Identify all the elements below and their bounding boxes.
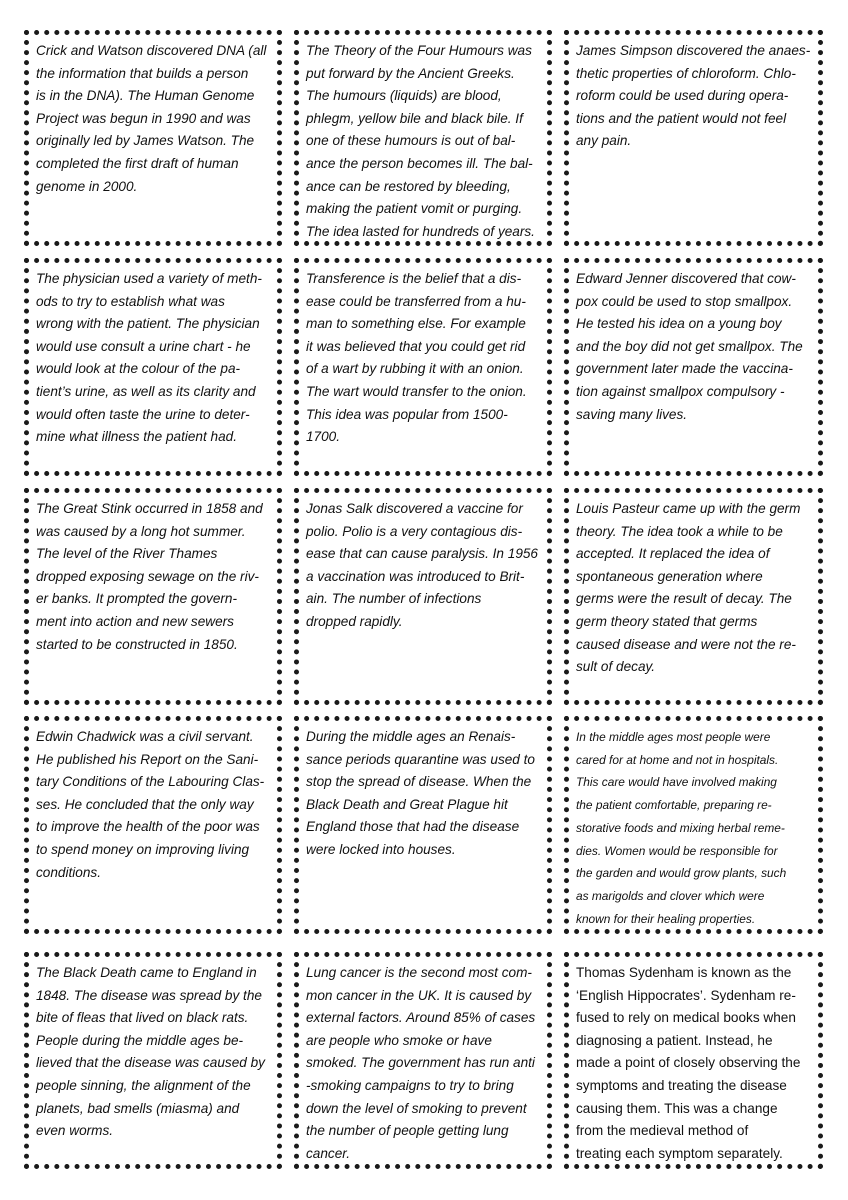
card-text: Thomas Sydenham is known as the ‘English Hippocrates’. Sydenham re- fused to rely on medical books when diagnosing a patient. Instead, he made a point of closely observing the symptoms and treating the disease causing them. This was a change from the medieval method of treating each symptom separately. [576,965,801,1161]
card-text: Edwin Chadwick was a civil servant. He published his Report on the Sani- tary Conditions of the Labouring Clas- ses. He concluded that the only way to improve the health of the poor was to spend money on improving living conditions. [36,729,265,880]
card-text: The physician used a variety of meth- ods to try to establish what was wrong with the patient. The physician would use consult a urine chart - he would look at the colour of the pa- tient’s urine, as well as its clarity and would often taste the urine to deter- mine what illness the patient had. [36,271,262,445]
card-black-death [24,952,282,1169]
card-chadwick [24,716,282,934]
card-sydenham [564,952,823,1169]
card-home-care [564,716,823,934]
card-text: Transference is the belief that a dis- ease could be transferred from a hu- man to something else. For example it was believed that you could get rid of a wart by rubbing it with an onion. The wart would transfer to the onion. This idea was popular from 1500- 1700. [306,271,527,445]
card-pasteur [564,488,823,705]
card-text: The Great Stink occurred in 1858 and was caused by a long hot summer. The level of the River Thames dropped exposing sewage on the riv- er banks. It prompted the govern- ment into action and new sewers started to be constructed in 1850. [36,501,263,652]
card-salk [294,488,552,705]
card-text: The Theory of the Four Humours was put forward by the Ancient Greeks. The humours (liquids) are blood, phlegm, yellow bile and black bile. If one of these humours is out of bal- ance the person becomes ill. The bal- ance can be restored by bleeding, making the patient vomit or purging. The idea lasted for hundreds of years. [306,43,535,239]
card-text: Jonas Salk discovered a vaccine for polio. Polio is a very contagious dis- ease that can cause paralysis. In 1956 a vaccination was introduced to Brit- ain. The number of infections dropped rapidly. [306,501,538,629]
card-great-stink [24,488,282,705]
card-physician-urine [24,258,282,476]
card-lung-cancer [294,952,552,1169]
card-text: Louis Pasteur came up with the germ theory. The idea took a while to be accepted. It replaced the idea of spontaneous generation where germs were the result of decay. The germ theory stated that germs caused disease and were not the re- sult of decay. [576,501,801,675]
card-chloroform [564,30,823,246]
card-dna [24,30,282,246]
card-transference [294,258,552,476]
card-four-humours [294,30,552,246]
card-text: Crick and Watson discovered DNA (all the information that builds a person is in the DNA). The Human Genome Project was begun in 1990 and was originally led by James Watson. The completed the first draft of human genome in 2000. [36,43,267,194]
card-text: During the middle ages an Renais- sance periods quarantine was used to stop the spread of disease. When the Black Death and Great Plague hit England those that had the disease were locked into houses. [306,729,535,857]
card-text: James Simpson discovered the anaes- thetic properties of chloroform. Chlo- roform could be used during opera- tions and the patient would not feel any pain. [576,43,811,149]
card-text: Edward Jenner discovered that cow- pox could be used to stop smallpox. He tested his idea on a young boy and the boy did not get smallpox. The government later made the vaccina- tion against smallpox compulsory - saving many lives. [576,271,803,422]
card-quarantine [294,716,552,934]
card-text: In the middle ages most people were cared for at home and not in hospitals. This care would have involved making the patient comfortable, preparing re- storative foods and mixing herbal reme- dies. Women would be responsible for the garden and would grow plants, such as marigolds and clover which were known for their healing properties. [576,730,787,926]
card-jenner [564,258,823,476]
card-text: Lung cancer is the second most com- mon cancer in the UK. It is caused by external factors. Around 85% of cases are people who smoke or have smoked. The government has run anti -smoking campaigns to try to bring down the level of smoking to prevent the number of people getting lung cancer. [306,965,536,1161]
card-text: The Black Death came to England in 1848. The disease was spread by the bite of fleas that lived on black rats. People during the middle ages be- lieved that the disease was caused by people sinning, the alignment of the planets, bad smells (miasma) and even worms. [36,965,265,1139]
